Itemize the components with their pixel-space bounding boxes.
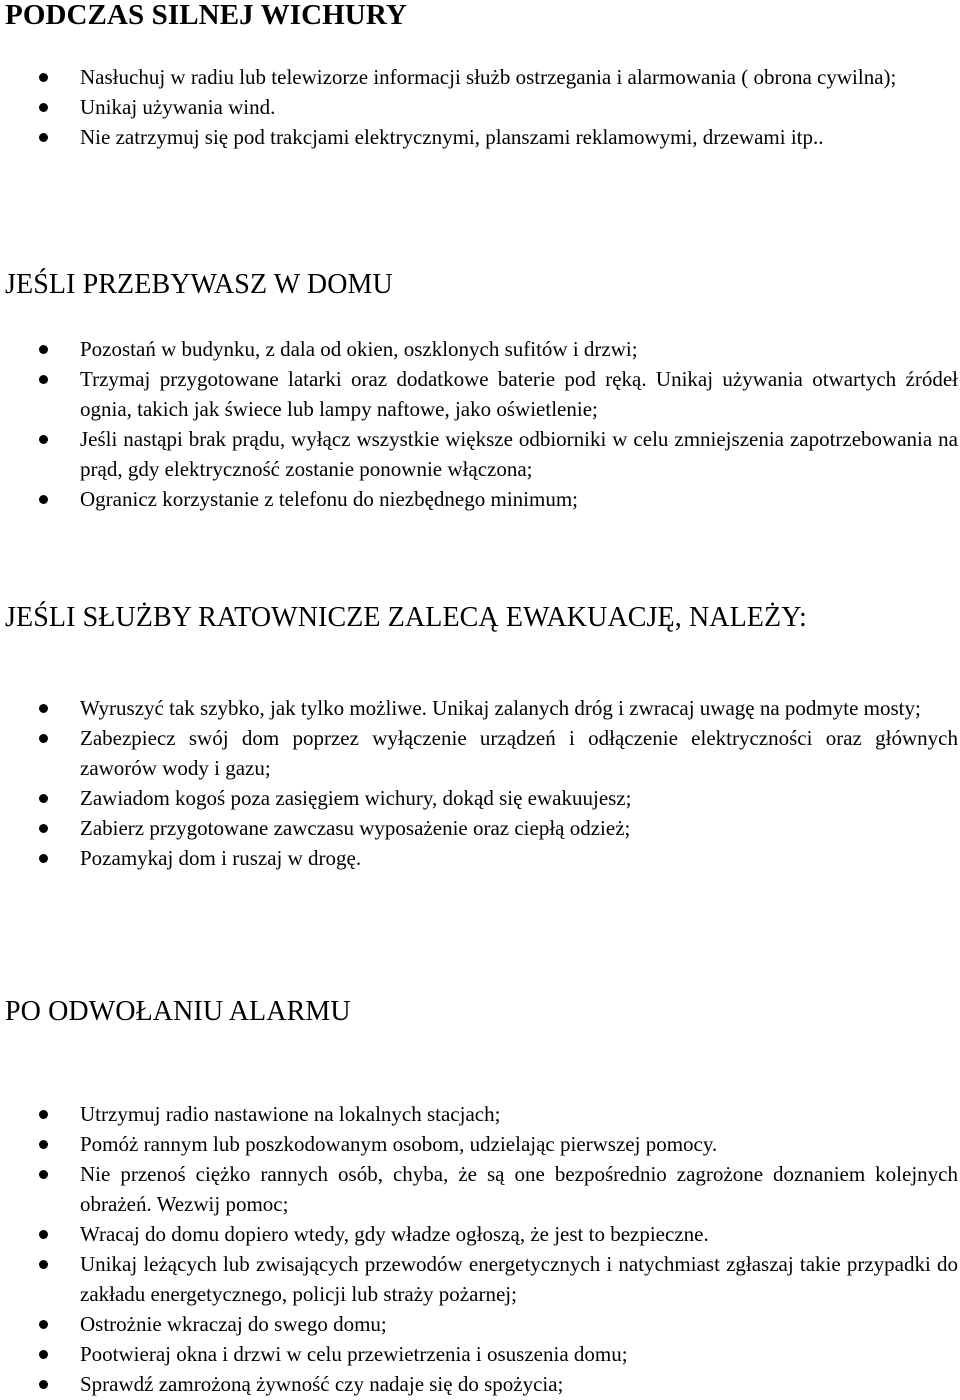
list-item: Nie przenoś ciężko rannych osób, chyba, że są one bezpośrednio zagrożone doznaniem kolejnych obrażeń. Wezwij pomoc; xyxy=(0,1159,958,1219)
list-item: Pozostań w budynku, z dala od okien, oszklonych sufitów i drzwi; xyxy=(0,334,958,364)
list-item: Utrzymuj radio nastawione na lokalnych stacjach; xyxy=(0,1099,958,1129)
list-item: Wracaj do domu dopiero wtedy, gdy władze ogłoszą, że jest to bezpieczne. xyxy=(0,1219,958,1249)
list-item: Zabezpiecz swój dom poprzez wyłączenie urządzeń i odłączenie elektryczności oraz głównych zaworów wody i gazu; xyxy=(0,723,958,783)
list-item: Sprawdź zamrożoną żywność czy nadaje się do spożycia; xyxy=(0,1369,958,1399)
list-item: Unikaj używania wind. xyxy=(0,92,958,122)
bullet-list-wichura xyxy=(0,62,958,152)
bullet-list-ewakuacja xyxy=(0,693,958,873)
list-item: Pozamykaj dom i ruszaj w drogę. xyxy=(0,843,958,873)
list-item: Trzymaj przygotowane latarki oraz dodatkowe baterie pod ręką. Unikaj używania otwartych źródeł ognia, takich jak świece lub lampy naftowe, jako oświetlenie; xyxy=(0,364,958,424)
bullet-list-po-odwolaniu xyxy=(0,1099,958,1399)
list-item: Ogranicz korzystanie z telefonu do niezbędnego minimum; xyxy=(0,484,958,514)
list-item: Nasłuchuj w radiu lub telewizorze informacji służb ostrzegania i alarmowania ( obrona cywilna); xyxy=(0,62,958,92)
list-item: Zabierz przygotowane zawczasu wyposażenie oraz ciepłą odzież; xyxy=(0,813,958,843)
list-item: Unikaj leżących lub zwisających przewodów energetycznych i natychmiast zgłaszaj takie przypadki do zakładu energetycznego, policji lub straży pożarnej; xyxy=(0,1249,958,1309)
list-item: Nie zatrzymuj się pod trakcjami elektrycznymi, planszami reklamowymi, drzewami itp.. xyxy=(0,122,958,152)
list-item: Pootwieraj okna i drzwi w celu przewietrzenia i osuszenia domu; xyxy=(0,1339,958,1369)
list-item: Pomóż rannym lub poszkodowanym osobom, udzielając pierwszej pomocy. xyxy=(0,1129,958,1159)
bullet-list-w-domu xyxy=(0,334,958,514)
list-item: Zawiadom kogoś poza zasięgiem wichury, dokąd się ewakuujesz; xyxy=(0,783,958,813)
list-item: Ostrożnie wkraczaj do swego domu; xyxy=(0,1309,958,1339)
section-heading-ewakuacja: JEŚLI SŁUŻBY RATOWNICZE ZALECĄ EWAKUACJĘ, NALEŻY: xyxy=(5,602,807,633)
section-heading-w-domu: JEŚLI PRZEBYWASZ W DOMU xyxy=(5,269,393,300)
section-heading-po-odwolaniu: PO ODWOŁANIU ALARMU xyxy=(5,996,351,1027)
list-item: Wyruszyć tak szybko, jak tylko możliwe. Unikaj zalanych dróg i zwracaj uwagę na podmyte mosty; xyxy=(0,693,958,723)
list-item: Jeśli nastąpi brak prądu, wyłącz wszystkie większe odbiorniki w celu zmniejszenia zapotrzebowania na prąd, gdy elektryczność zostanie ponownie włączona; xyxy=(0,424,958,484)
section-heading-wichura: PODCZAS SILNEJ WICHURY xyxy=(5,0,407,31)
